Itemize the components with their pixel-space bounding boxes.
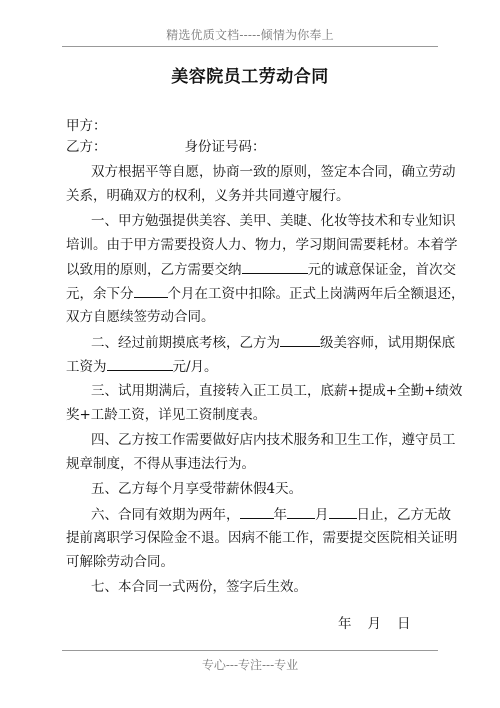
year-label: 年: [273, 507, 287, 523]
id-number-label: 身份证号码：: [184, 139, 266, 155]
salary-blank: [107, 357, 173, 371]
deposit-text: 以致用的原则，乙方需要交纳: [66, 262, 242, 278]
party-a-text: 甲方：: [66, 118, 107, 134]
party-b-text: 乙方：: [66, 139, 107, 155]
signature-year: 年: [338, 616, 352, 632]
page-footer: 专心---专注---专业: [201, 658, 299, 672]
clause-4-line-1: 四、乙方按工作需要做好店内技术服务和卫生工作，遵守员工: [91, 432, 456, 448]
clause-3-line-1: 三、试用期满后，直接转入正工员工，底薪+提成+全勤+绩效: [91, 383, 463, 399]
party-a-label: [66, 117, 442, 135]
installment-months-blank: [134, 284, 168, 298]
clause-2-line-2: [66, 357, 442, 376]
clause-6-line-3: 可解除劳动合同。: [66, 554, 174, 570]
salary-unit: 元/月。: [172, 359, 218, 375]
clause-6-line-1: [91, 505, 467, 524]
installment-text-2: 个月在工资中扣除。正式上岗满两年后全额退还，: [167, 286, 465, 302]
clause-7-line-1: 七、本合同一式两份，签字后生效。: [91, 579, 307, 595]
level-text-2: 级美容师，试用期保底: [320, 335, 455, 351]
clause-1-line-3: [66, 260, 456, 279]
clause-4-line-2: 规章制度，不得从事违法行为。: [66, 456, 255, 472]
day-blank: [329, 505, 357, 519]
deposit-amount-blank: [242, 260, 308, 274]
salary-text: 工资为: [66, 359, 107, 375]
signature-date: [338, 612, 427, 632]
party-b-row: [66, 138, 442, 156]
header-divider: [62, 46, 438, 47]
clause-6-line-2: 提前离职学习保险金不退。因病不能工作，需要提交医院相关证明: [66, 530, 458, 546]
deposit-text-2: 元的诚意保证金，首次交: [307, 262, 456, 278]
clause-3-line-2: 奖+工龄工资，详见工资制度表。: [66, 407, 267, 423]
contract-title: 美容院员工劳动合同: [171, 67, 329, 87]
year-blank: [240, 505, 274, 519]
signature-day: 日: [397, 616, 411, 632]
clause-1-line-4: [66, 284, 465, 303]
preamble-line-1: 双方根据平等自愿，协商一致的原则，签定本合同，确立劳动: [91, 164, 456, 180]
installment-text: 元，余下分: [66, 286, 134, 302]
clause-1-line-5: 双方自愿续签劳动合同。: [66, 309, 215, 325]
term-text: 六、合同有效期为两年，: [91, 507, 240, 523]
page-header: 精选优质文档-----倾情为你奉上: [166, 28, 334, 42]
month-blank: [287, 505, 315, 519]
footer-divider: [62, 650, 438, 651]
level-text: 二、经过前期摸底考核，乙方为: [91, 335, 280, 351]
level-blank: [280, 333, 320, 347]
signature-month: 月: [367, 616, 381, 632]
clause-1-line-2: 培训。由于甲方需要投资人力、物力，学习期间需要耗材。本着学: [66, 237, 458, 253]
preamble-line-2: 关系，明确双方的权利，义务并共同遵守履行。: [66, 188, 350, 204]
month-label: 月: [315, 507, 329, 523]
clause-2-line-1: [91, 333, 467, 352]
clause-1-line-1: 一、甲方勉强提供美容、美甲、美睫、化妆等技术和专业知识: [91, 213, 456, 229]
clause-5-line-1: 五、乙方每个月享受带薪休假4天。: [91, 481, 303, 497]
term-text-2: 日止，乙方无故: [356, 507, 451, 523]
